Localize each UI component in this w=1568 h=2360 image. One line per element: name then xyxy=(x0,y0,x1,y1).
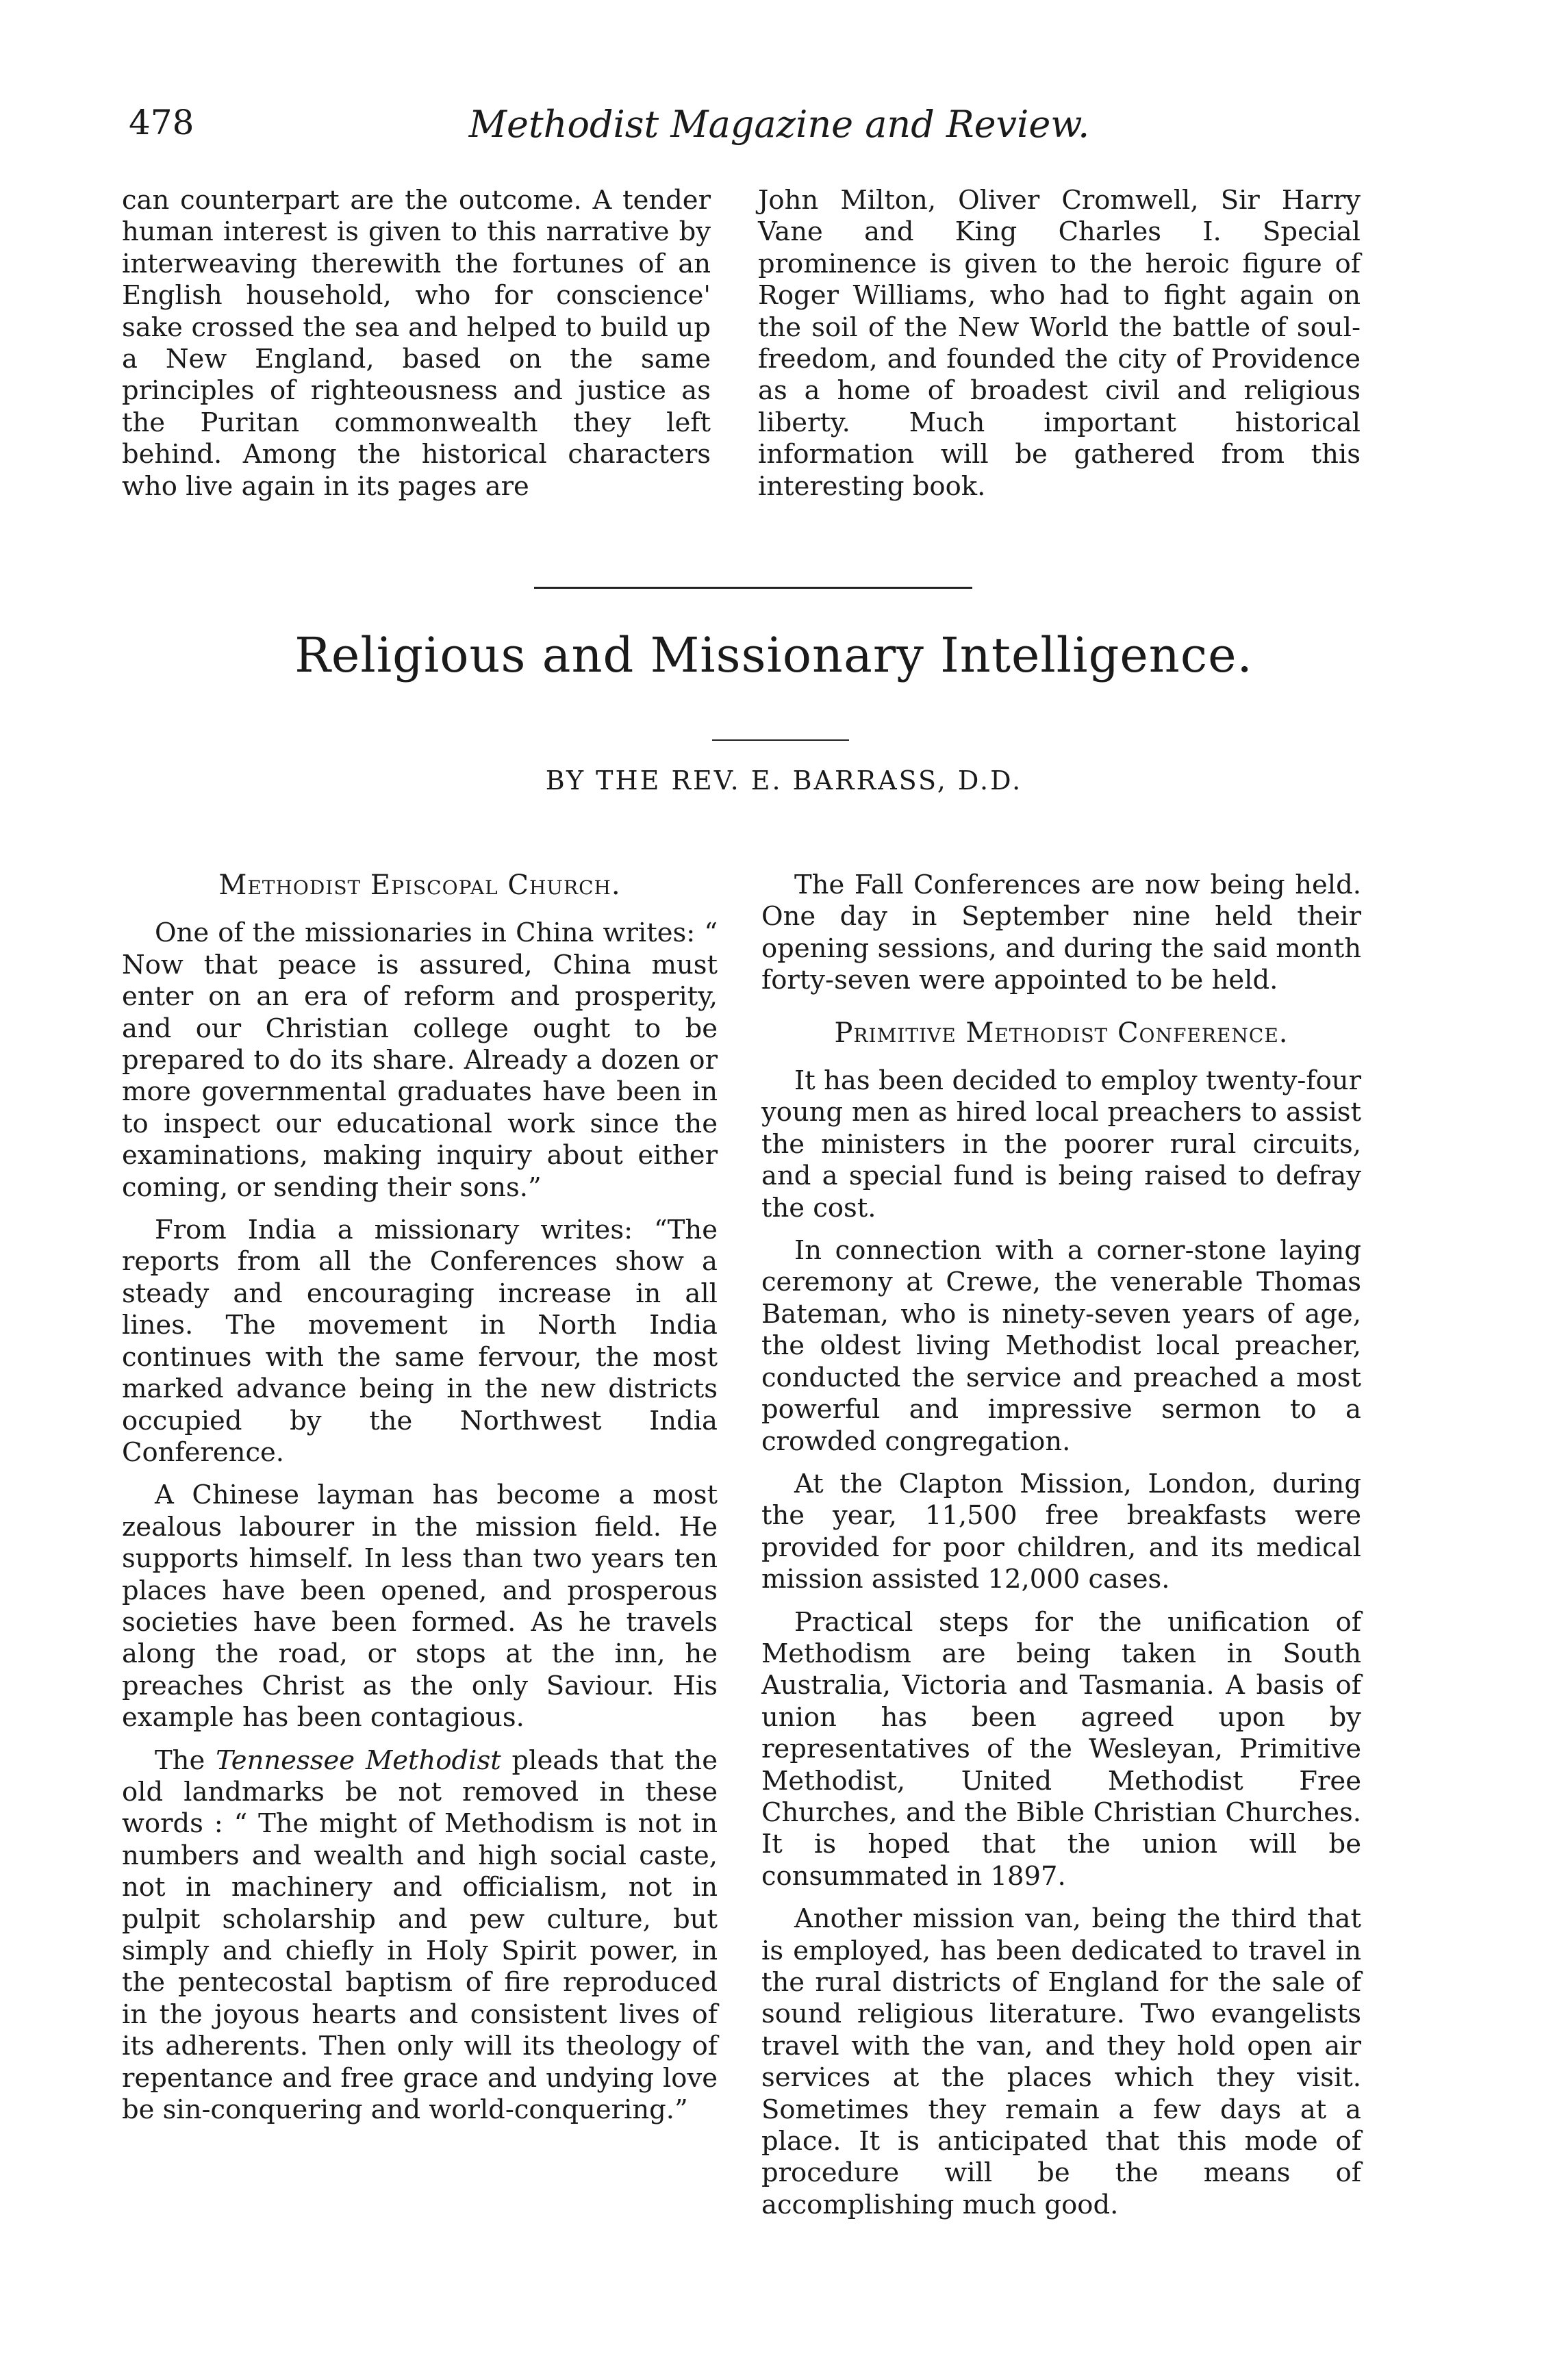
paragraph-china-missionary: One of the missionaries in China writes: “ Now that peace is assured, China must enter on an era of reform and prosperity, and our Christian college ought to be prepared to do its share. Already a dozen or more governmental graduates have been in to inspect our educational work since the examinations, making inquiry about either coming, or sending their sons.” xyxy=(122,917,718,1203)
paragraph-fall-conferences: The Fall Conferences are now being held. One day in September nine held their opening sessions, and during the said month forty-seven were appointed to be held. xyxy=(761,870,1361,996)
methodist-episcopal-heading: Methodist Episcopal Church. xyxy=(218,870,621,901)
primitive-methodist-heading: Primitive Methodist Conference. xyxy=(834,1017,1289,1049)
title-underline xyxy=(712,739,849,741)
section-divider xyxy=(534,587,972,589)
journal-title: Methodist Magazine and Review. xyxy=(468,103,1090,146)
paragraph-tennessee-methodist xyxy=(122,1745,718,2127)
paragraph-local-preachers: It has been decided to employ twenty-four young men as hired local preachers to assist the ministers in the poorer rural circuits, and a special fund is being raised to defray the cost. xyxy=(761,1065,1361,1223)
tennessee-title: Tennessee Methodist xyxy=(216,1744,501,1776)
review-text-left: can counterpart are the outcome. A tender human interest is given to this narrative by interweaving therewith the fortunes of an English household, who for conscience' sake crossed the sea and helped to build up a New England, based on the same principles of righteousness and justice as the Puritan commonwealth they left behind. Among the historical characters who live again in its pages are xyxy=(122,185,711,502)
page-number: 478 xyxy=(129,103,194,142)
paragraph-clapton-mission: At the Clapton Mission, London, during the year, 11,500 free breakfasts were provided for poor children, and its medical mission assisted 12,000 cases. xyxy=(761,1468,1361,1595)
article-column-right xyxy=(761,870,1361,2221)
tennessee-rest: pleads that the old landmarks be not removed in these words : “ The might of Methodism is not in numbers and wealth and high social caste, not in machinery and officialism, not in pulpit scholarship and pew culture, but simply and chiefly in Holy Spirit power, in the pentecostal baptism of fire reproduced in the joyous hearts and consistent lives of its adherents. Then only will its theology of repentance and free grace and undying love be sin-conquering and world-conquering.” xyxy=(122,1744,718,2126)
paragraph-india-missionary: From India a missionary writes: “The reports from all the Conferences show a steady and encouraging increase in all lines. The movement in North India continues with the same fervour, the most marked advance being in the new districts occupied by the Northwest India Conference. xyxy=(122,1215,718,1468)
byline: BY THE REV. E. BARRASS, D.D. xyxy=(545,765,1023,796)
paragraph-chinese-layman: A Chinese layman has become a most zealous labourer in the mission field. He supports himself. In less than two years ten places have been opened, and prosperous societies have been formed. As he travels along the road, or stops at the inn, he preaches Christ as the only Saviour. His example has been contagious. xyxy=(122,1480,718,1734)
paragraph-unification: Practical steps for the unification of Methodism are being taken in South Australia, Victoria and Tasmania. A basis of union has been agreed upon by representatives of the Wesleyan, Primitive Methodist, United Methodist Free Churches, and the Bible Christian Churches. It is hoped that the union will be consummated in 1897. xyxy=(761,1606,1361,1892)
running-head xyxy=(129,103,1430,151)
section-title: Religious and Missionary Intelligence. xyxy=(294,627,1253,683)
review-column-left xyxy=(122,185,711,503)
review-column-right xyxy=(758,185,1361,503)
review-text-right: John Milton, Oliver Cromwell, Sir Harry Vane and King Charles I. Special prominence is given to the heroic figure of Roger Williams, who had to fight again on the soil of the New World the battle of soul-freedom, and founded the city of Providence as a home of broadest civil and religious liberty. Much important historical information will be gathered from this interesting book. xyxy=(758,185,1361,502)
paragraph-mission-van: Another mission van, being the third that is employed, has been dedicated to travel in the rural districts of England for the sale of sound religious literature. Two evangelists travel with the van, and they hold open air services at the places which they visit. Sometimes they remain a few days at a place. It is anticipated that this mode of procedure will be the means of accomplishing much good. xyxy=(761,1903,1361,2220)
article-column-left xyxy=(122,870,718,2126)
paragraph-crewe-ceremony: In connection with a corner-stone laying ceremony at Crewe, the venerable Thomas Bateman, who is ninety-seven years of age, the oldest living Methodist local preacher, conducted the service and preached a most powerful and impressive sermon to a crowded congregation. xyxy=(761,1235,1361,1457)
tennessee-lead: The xyxy=(155,1744,216,1776)
